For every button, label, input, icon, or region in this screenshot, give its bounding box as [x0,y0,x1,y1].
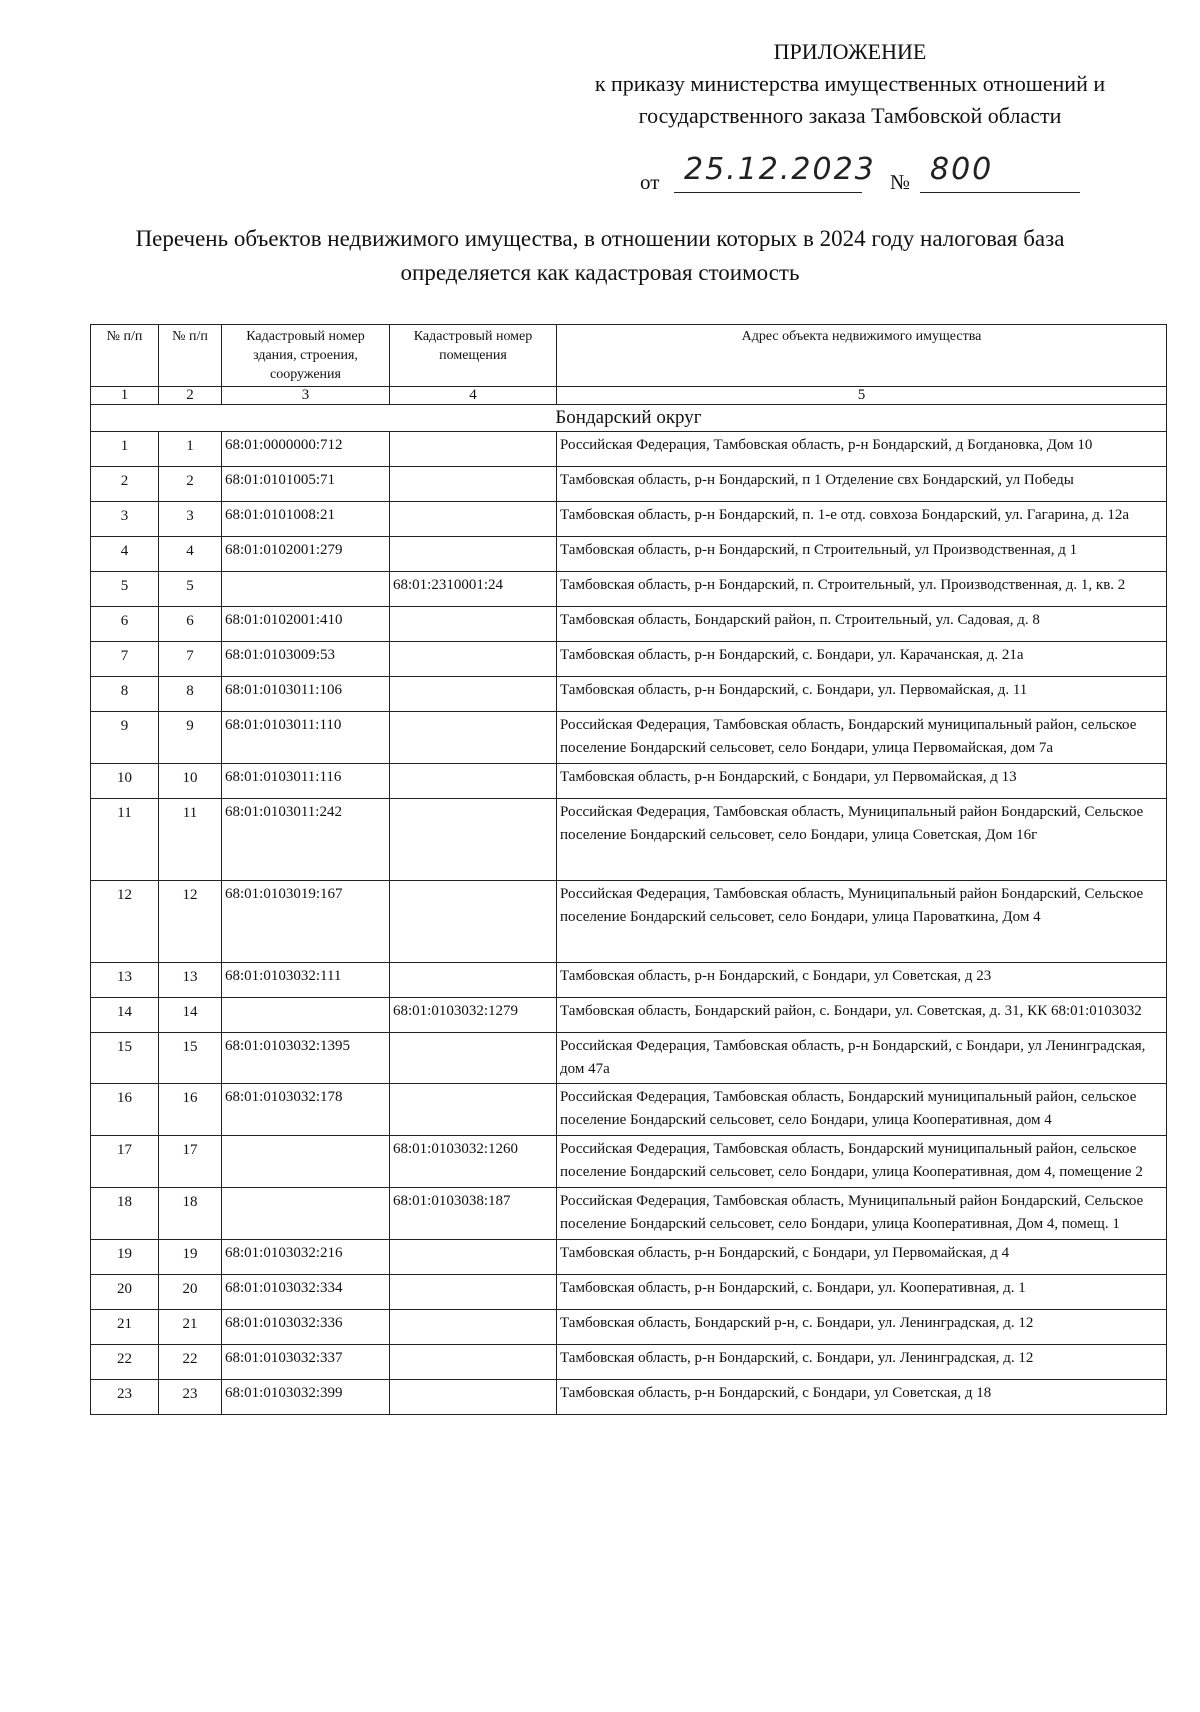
table-row [91,572,1167,607]
row-subnumber-cell: 17 [159,1136,222,1188]
table-body [91,405,1167,1415]
premise-cadastral-cell [390,502,557,537]
column-number: 5 [557,387,1167,405]
building-cadastral-cell: 68:01:0103009:53 [222,642,390,677]
premise-cadastral-cell [390,1033,557,1084]
building-cadastral-cell [222,998,390,1033]
column-number: 2 [159,387,222,405]
row-number-cell: 3 [91,502,159,537]
address-cell: Российская Федерация, Тамбовская область, Муниципальный район Бондарский, Сельское поселение Бондарский сельсовет, село Бондари, улица Пароваткина, Дом 4 [557,881,1167,963]
building-cadastral-cell: 68:01:0103032:337 [222,1345,390,1380]
address-cell: Тамбовская область, р-н Бондарский, с. Бондари, ул. Ленинградская, д. 12 [557,1345,1167,1380]
table-row [91,1033,1167,1084]
row-subnumber-cell: 10 [159,764,222,799]
building-cadastral-cell: 68:01:0103011:242 [222,799,390,881]
row-subnumber-cell: 7 [159,642,222,677]
premise-cadastral-cell [390,677,557,712]
table-row [91,998,1167,1033]
premise-cadastral-cell [390,1084,557,1136]
table-header-row [91,325,1167,387]
district-name: Бондарский округ [91,405,1167,432]
row-number-cell: 4 [91,537,159,572]
address-cell: Тамбовская область, р-н Бондарский, п Строительный, ул Производственная, д 1 [557,537,1167,572]
row-number-cell: 1 [91,432,159,467]
row-number-cell: 15 [91,1033,159,1084]
table-row [91,467,1167,502]
column-number: 1 [91,387,159,405]
row-number-cell: 6 [91,607,159,642]
row-subnumber-cell: 21 [159,1310,222,1345]
address-cell: Тамбовская область, р-н Бондарский, с. Бондари, ул. Кооперативная, д. 1 [557,1275,1167,1310]
premise-cadastral-cell [390,467,557,502]
building-cadastral-cell [222,1136,390,1188]
address-cell: Тамбовская область, р-н Бондарский, с Бондари, ул Советская, д 23 [557,963,1167,998]
row-subnumber-cell: 13 [159,963,222,998]
number-value-handwritten: 800 [930,152,994,187]
table-row [91,1136,1167,1188]
premise-cadastral-cell [390,963,557,998]
row-subnumber-cell: 3 [159,502,222,537]
number-label: № [890,170,911,194]
address-cell: Тамбовская область, Бондарский район, с. Бондари, ул. Советская, д. 31, КК 68:01:0103032 [557,998,1167,1033]
appendix-title: ПРИЛОЖЕНИЕ [773,39,927,64]
row-number-cell: 16 [91,1084,159,1136]
row-number-cell: 18 [91,1188,159,1240]
appendix-subtitle-line1: к приказу министерства имущественных отношений и [594,71,1106,96]
row-subnumber-cell: 1 [159,432,222,467]
property-table [90,324,1167,1415]
premise-cadastral-cell [390,432,557,467]
row-number-cell: 20 [91,1275,159,1310]
document-title-line1: Перечень объектов недвижимого имущества, в отношении которых в 2024 году налоговая база [135,226,1065,251]
document-title-line2: определяется как кадастровая стоимость [400,260,800,285]
date-label: от [640,170,660,194]
column-number-row [91,387,1167,405]
address-cell: Тамбовская область, р-н Бондарский, п. Строительный, ул. Производственная, д. 1, кв. 2 [557,572,1167,607]
address-cell: Тамбовская область, р-н Бондарский, с. Бондари, ул. Карачанская, д. 21а [557,642,1167,677]
address-cell: Тамбовская область, р-н Бондарский, с. Бондари, ул. Первомайская, д. 11 [557,677,1167,712]
premise-cadastral-cell [390,1310,557,1345]
row-subnumber-cell: 18 [159,1188,222,1240]
appendix-subtitle-line2: государственного заказа Тамбовской области [638,103,1062,128]
building-cadastral-cell: 68:01:0103011:116 [222,764,390,799]
building-cadastral-cell: 68:01:0103032:178 [222,1084,390,1136]
header-cell-premise-cadastral: Кадастровый номер помещения [390,325,557,387]
building-cadastral-cell: 68:01:0101008:21 [222,502,390,537]
table-row [91,677,1167,712]
row-subnumber-cell: 4 [159,537,222,572]
address-cell: Тамбовская область, р-н Бондарский, п. 1-е отд. совхоза Бондарский, ул. Гагарина, д. 12а [557,502,1167,537]
table-row [91,963,1167,998]
premise-cadastral-cell: 68:01:0103038:187 [390,1188,557,1240]
row-subnumber-cell: 19 [159,1240,222,1275]
header-cell-num1: № п/п [91,325,159,387]
premise-cadastral-cell [390,764,557,799]
row-number-cell: 12 [91,881,159,963]
table-row [91,432,1167,467]
order-reference [640,152,1080,192]
address-cell: Российская Федерация, Тамбовская область, р-н Бондарский, д Богдановка, Дом 10 [557,432,1167,467]
row-number-cell: 19 [91,1240,159,1275]
building-cadastral-cell: 68:01:0103032:1395 [222,1033,390,1084]
row-number-cell: 2 [91,467,159,502]
row-number-cell: 22 [91,1345,159,1380]
district-row [91,405,1167,432]
row-number-cell: 9 [91,712,159,764]
table-row [91,1310,1167,1345]
appendix-header [500,36,1200,132]
premise-cadastral-cell: 68:01:0103032:1279 [390,998,557,1033]
row-subnumber-cell: 6 [159,607,222,642]
building-cadastral-cell: 68:01:0102001:410 [222,607,390,642]
building-cadastral-cell: 68:01:0103032:216 [222,1240,390,1275]
row-number-cell: 8 [91,677,159,712]
row-subnumber-cell: 14 [159,998,222,1033]
building-cadastral-cell: 68:01:0103032:336 [222,1310,390,1345]
row-subnumber-cell: 11 [159,799,222,881]
table-row [91,1188,1167,1240]
row-subnumber-cell: 5 [159,572,222,607]
address-cell: Российская Федерация, Тамбовская область, р-н Бондарский, с Бондари, ул Ленинградская, дом 47а [557,1033,1167,1084]
table-row [91,1084,1167,1136]
address-cell: Тамбовская область, р-н Бондарский, с Бондари, ул Первомайская, д 13 [557,764,1167,799]
address-cell: Российская Федерация, Тамбовская область, Бондарский муниципальный район, сельское поселение Бондарский сельсовет, село Бондари, улица Кооперативная, дом 4 [557,1084,1167,1136]
premise-cadastral-cell [390,712,557,764]
premise-cadastral-cell [390,1380,557,1415]
row-subnumber-cell: 12 [159,881,222,963]
table-row [91,712,1167,764]
table-row [91,1275,1167,1310]
table-row [91,642,1167,677]
row-subnumber-cell: 20 [159,1275,222,1310]
building-cadastral-cell: 68:01:0102001:279 [222,537,390,572]
premise-cadastral-cell [390,799,557,881]
row-subnumber-cell: 22 [159,1345,222,1380]
column-number: 4 [390,387,557,405]
row-number-cell: 5 [91,572,159,607]
address-cell: Тамбовская область, р-н Бондарский, с Бондари, ул Первомайская, д 4 [557,1240,1167,1275]
date-value-handwritten: 25.12.2023 [684,152,876,187]
building-cadastral-cell: 68:01:0103032:111 [222,963,390,998]
building-cadastral-cell [222,1188,390,1240]
table-row [91,537,1167,572]
row-number-cell: 23 [91,1380,159,1415]
row-subnumber-cell: 23 [159,1380,222,1415]
table-row [91,1240,1167,1275]
row-subnumber-cell: 9 [159,712,222,764]
address-cell: Российская Федерация, Тамбовская область, Бондарский муниципальный район, сельское поселение Бондарский сельсовет, село Бондари, улица Кооперативная, дом 4, помещение 2 [557,1136,1167,1188]
building-cadastral-cell: 68:01:0103011:110 [222,712,390,764]
header-cell-building-cadastral: Кадастровый номер здания, строения, сооружения [222,325,390,387]
row-subnumber-cell: 15 [159,1033,222,1084]
number-underline [920,192,1080,193]
address-cell: Российская Федерация, Тамбовская область, Муниципальный район Бондарский, Сельское поселение Бондарский сельсовет, село Бондари, улица Советская, Дом 16г [557,799,1167,881]
premise-cadastral-cell [390,1240,557,1275]
row-number-cell: 13 [91,963,159,998]
address-cell: Российская Федерация, Тамбовская область, Муниципальный район Бондарский, Сельское поселение Бондарский сельсовет, село Бондари, улица Кооперативная, Дом 4, помещ. 1 [557,1188,1167,1240]
row-subnumber-cell: 16 [159,1084,222,1136]
premise-cadastral-cell: 68:01:0103032:1260 [390,1136,557,1188]
row-number-cell: 17 [91,1136,159,1188]
premise-cadastral-cell [390,607,557,642]
row-number-cell: 10 [91,764,159,799]
date-underline [674,192,862,193]
building-cadastral-cell [222,572,390,607]
premise-cadastral-cell: 68:01:2310001:24 [390,572,557,607]
table-row [91,607,1167,642]
row-number-cell: 14 [91,998,159,1033]
row-subnumber-cell: 2 [159,467,222,502]
address-cell: Тамбовская область, Бондарский р-н, с. Бондари, ул. Ленинградская, д. 12 [557,1310,1167,1345]
premise-cadastral-cell [390,1345,557,1380]
column-number: 3 [222,387,390,405]
premise-cadastral-cell [390,1275,557,1310]
table-row [91,1345,1167,1380]
premise-cadastral-cell [390,642,557,677]
address-cell: Российская Федерация, Тамбовская область, Бондарский муниципальный район, сельское поселение Бондарский сельсовет, село Бондари, улица Первомайская, дом 7а [557,712,1167,764]
premise-cadastral-cell [390,537,557,572]
address-cell: Тамбовская область, р-н Бондарский, п 1 Отделение свх Бондарский, ул Победы [557,467,1167,502]
table-row [91,1380,1167,1415]
header-cell-num2: № п/п [159,325,222,387]
row-number-cell: 21 [91,1310,159,1345]
document-title [60,222,1140,290]
building-cadastral-cell: 68:01:0000000:712 [222,432,390,467]
table-row [91,799,1167,881]
premise-cadastral-cell [390,881,557,963]
building-cadastral-cell: 68:01:0103019:167 [222,881,390,963]
row-number-cell: 11 [91,799,159,881]
building-cadastral-cell: 68:01:0101005:71 [222,467,390,502]
building-cadastral-cell: 68:01:0103011:106 [222,677,390,712]
address-cell: Тамбовская область, Бондарский район, п. Строительный, ул. Садовая, д. 8 [557,607,1167,642]
table-row [91,502,1167,537]
address-cell: Тамбовская область, р-н Бондарский, с Бондари, ул Советская, д 18 [557,1380,1167,1415]
table-row [91,881,1167,963]
row-number-cell: 7 [91,642,159,677]
building-cadastral-cell: 68:01:0103032:399 [222,1380,390,1415]
table-row [91,764,1167,799]
header-cell-address: Адрес объекта недвижимого имущества [557,325,1167,387]
row-subnumber-cell: 8 [159,677,222,712]
building-cadastral-cell: 68:01:0103032:334 [222,1275,390,1310]
